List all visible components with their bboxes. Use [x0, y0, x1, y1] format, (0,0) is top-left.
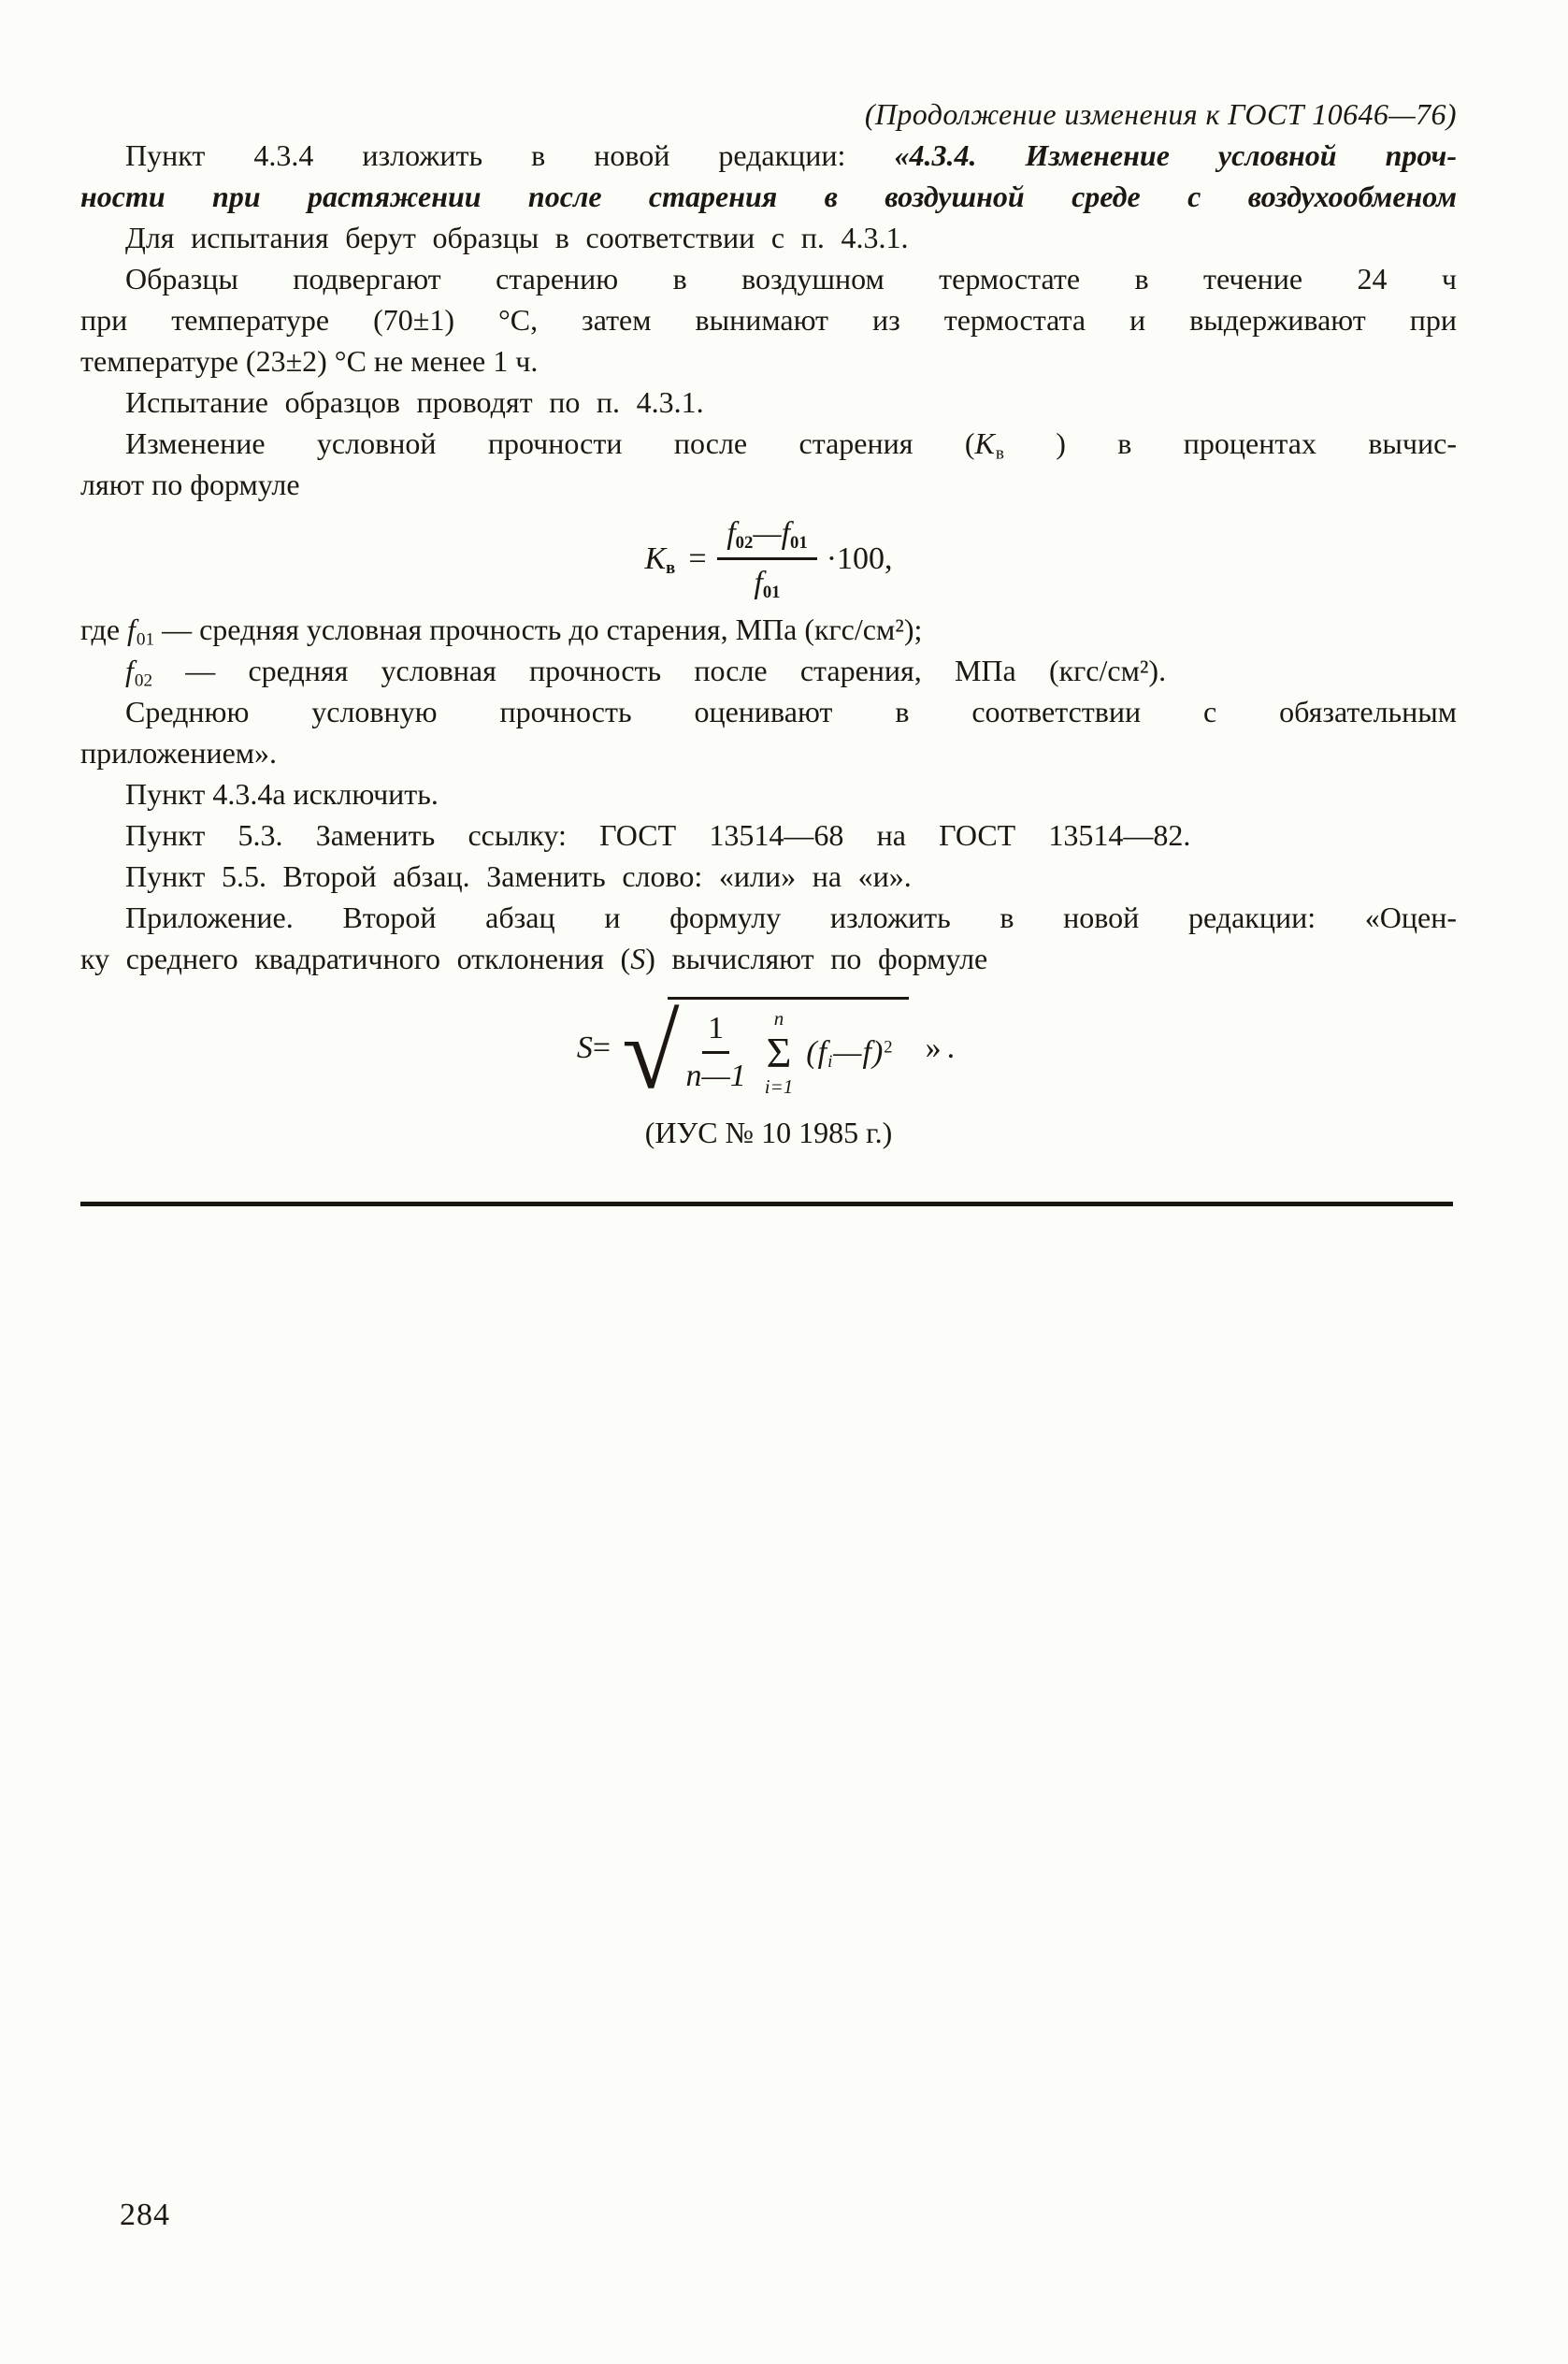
numerator-f1: f [726, 516, 736, 551]
page-number [120, 2198, 170, 2233]
horizontal-rule [80, 1202, 1453, 1206]
k-symbol-subscript: в [995, 443, 1004, 464]
formula-kv-variable-subscript: в [666, 557, 676, 578]
formula-s-equals: = [592, 1031, 611, 1065]
paragraph-line [80, 176, 1457, 217]
denominator-f-subscript: 01 [762, 583, 781, 603]
f02-symbol: f [125, 654, 134, 687]
p2-text: Для испытания берут образцы в соответствии с п. 4.3.1. [125, 221, 909, 254]
paragraph-line [80, 217, 1457, 258]
formula-kv-factor: ·100, [826, 541, 893, 576]
term-open: (f [806, 1034, 828, 1070]
formula-kv-variable: K [644, 541, 667, 576]
summation [764, 1006, 794, 1098]
paragraph-line [80, 814, 1457, 856]
f01-symbol: f [127, 613, 136, 646]
p3-line3-text: температуре (23±2) °С не менее 1 ч. [80, 344, 539, 378]
p8-text: Пункт 5.3. Заменить ссылку: ГОСТ 13514—68 на ГОСТ 13514—82. [125, 818, 1191, 852]
formula-s [80, 995, 1457, 1111]
p3-line1-text: Образцы подвергают старению в воздушном термостате в течение 24 ч [125, 262, 1457, 296]
p6-line2-text: приложением». [80, 736, 278, 770]
k-symbol: K [974, 426, 995, 460]
paragraph-line [80, 299, 1457, 340]
paragraph-line [80, 732, 1457, 773]
paragraph-line [80, 938, 1457, 979]
paragraph-line [80, 423, 1457, 464]
formula-kv-fraction [717, 516, 817, 603]
formula-s-frac-numerator: 1 [702, 1013, 729, 1054]
formula-kv-equals: = [686, 541, 709, 576]
continuation-header [80, 94, 1457, 135]
radicand [668, 997, 909, 1101]
formula-s-variable: S [576, 1031, 593, 1065]
term-subscript-i: i [827, 1051, 834, 1072]
paragraph-line [80, 340, 1457, 382]
paragraph-line [80, 135, 1457, 176]
paragraph-line [80, 897, 1457, 938]
summation-lower-limit: i=1 [764, 1074, 794, 1098]
paragraph-line [80, 856, 1457, 897]
term-exponent: 2 [884, 1037, 894, 1058]
squared-term [806, 1034, 894, 1072]
p3-line2-text: при температуре (70±1) °С, затем вынимают из термостата и выдерживают при [80, 303, 1457, 337]
p9-text: Пункт 5.5. Второй абзац. Заменить слово: «или» на «и». [125, 859, 912, 893]
formula-kv-lhs [644, 541, 676, 578]
p10-line2-post: ) вычисляют по формуле [645, 942, 988, 975]
p5-line2-text: ляют по формуле [80, 468, 300, 501]
closing-quote-period: ». [925, 1031, 961, 1065]
where-lead: где [80, 613, 128, 646]
page-number-text: 284 [120, 2198, 170, 2232]
p1-quote-start: «4.3.4. Изменение условной проч- [894, 138, 1458, 172]
denominator-f: f [754, 566, 763, 600]
s-symbol: S [630, 942, 646, 975]
p1-lead-text: Пункт 4.3.4 изложить в новой редакции: [125, 138, 895, 172]
f01-subscript: 01 [136, 629, 155, 650]
p5-line1-post: ) в процентах вычис- [1003, 426, 1458, 460]
paragraph-line [80, 691, 1457, 732]
p10-line1-text: Приложение. Второй абзац и формулу изложить в новой редакции: «Оцен- [125, 901, 1457, 934]
numerator-minus: — [753, 516, 782, 551]
formula-kv [80, 516, 1457, 603]
f02-subscript: 02 [134, 670, 153, 691]
where-definition-line [80, 609, 1457, 650]
p5-line1-pre: Изменение условной прочности после старения ( [125, 426, 975, 460]
formula-kv-numerator [717, 518, 817, 560]
formula-kv-denominator [744, 560, 789, 603]
where-line1-rest: — средняя условная прочность до старения, МПа (кгс/см²); [154, 613, 923, 646]
p1-quote-continued: ности при растяжении после старения в воздушной среде с воздухообменом [80, 180, 1457, 213]
paragraph-line [80, 773, 1457, 814]
paragraph-line [80, 258, 1457, 299]
where-line2-rest: — средняя условная прочность после старения, МПа (кгс/см²). [152, 654, 1167, 687]
continuation-header-text: (Продолжение изменения к ГОСТ 10646—76) [864, 97, 1457, 131]
numerator-f2: f [781, 516, 791, 551]
sigma-symbol: Σ [766, 1028, 792, 1076]
p7-text: Пункт 4.3.4а исключить. [125, 777, 439, 811]
text-block [80, 94, 1457, 1206]
where-definition-line [80, 650, 1457, 691]
p6-line1-text: Среднюю условную прочность оценивают в соответствии с обязательным [125, 695, 1457, 728]
paragraph-line [80, 382, 1457, 423]
formula-s-fraction [681, 1013, 752, 1092]
summation-upper-limit: n [773, 1006, 784, 1030]
p10-line2-pre: ку среднего квадратичного отклонения ( [80, 942, 631, 975]
p4-text: Испытание образцов проводят по п. 4.3.1. [125, 385, 704, 419]
numerator-f1-subscript: 02 [735, 533, 754, 554]
square-root [622, 995, 909, 1111]
source-note-text: (ИУС № 10 1985 г.) [644, 1116, 893, 1149]
numerator-f2-subscript: 01 [790, 533, 808, 554]
formula-s-frac-denominator: n—1 [685, 1059, 746, 1093]
paragraph-line [80, 464, 1457, 505]
term-middle: —f) [833, 1034, 885, 1070]
source-note [80, 1112, 1457, 1153]
formula-s-lhs [577, 1032, 611, 1064]
radical-sign: √ [622, 995, 680, 1111]
